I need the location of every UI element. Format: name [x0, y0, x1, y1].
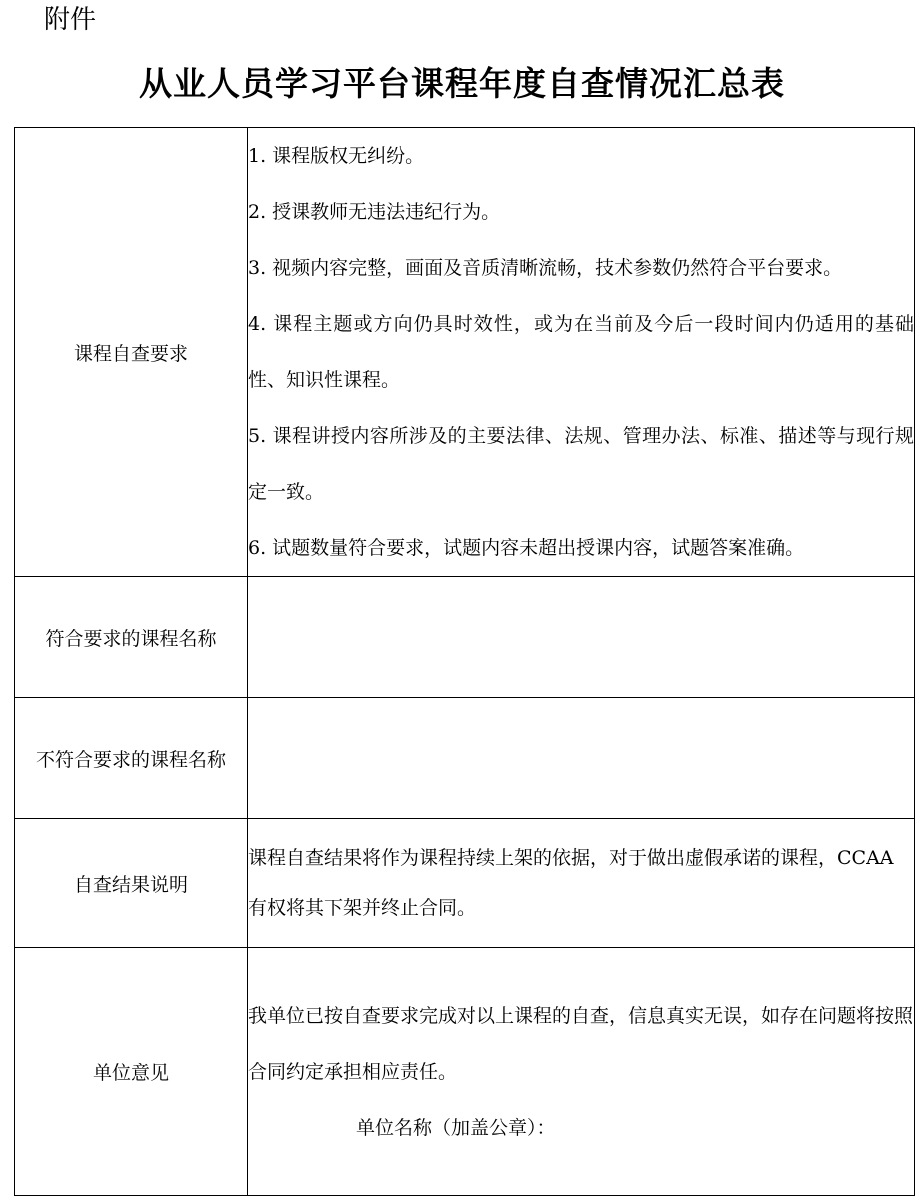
- result-note-cell: [248, 819, 915, 948]
- signature-label: 单位名称（加盖公章）：: [356, 1116, 556, 1139]
- compliant-value-field[interactable]: [248, 577, 915, 698]
- requirements-row: [15, 128, 915, 577]
- compliant-label: 符合要求的课程名称: [15, 577, 248, 698]
- page-title: 从业人员学习平台课程年度自查情况汇总表: [139, 64, 785, 103]
- self-check-summary-table: [14, 127, 915, 1196]
- requirement-item: 6. 试题数量符合要求，试题内容未超出授课内容，试题答案准确。: [248, 537, 805, 559]
- requirement-item: 2. 授课教师无违法违纪行为。: [248, 201, 501, 223]
- requirements-label: 课程自查要求: [15, 128, 248, 577]
- requirement-item: 1. 课程版权无纠纷。: [248, 145, 425, 167]
- compliant-row: [15, 577, 915, 698]
- result-note-text: 课程自查结果将作为课程持续上架的依据，对于做出虚假承诺的课程，CCAA 有权将其下架并终止合同。: [248, 847, 894, 919]
- requirement-item: 5. 课程讲授内容所涉及的主要法律、法规、管理办法、标准、描述等与现行规定一致。: [248, 425, 914, 503]
- noncompliant-value-field[interactable]: [248, 698, 915, 819]
- result-note-label: 自查结果说明: [15, 819, 248, 948]
- requirements-list: [248, 128, 915, 577]
- requirement-item: 4. 课程主题或方向仍具时效性，或为在当前及今后一段时间内仍适用的基础性、知识性课程。: [248, 313, 914, 391]
- attachment-label: 附件: [44, 5, 97, 35]
- requirement-item: 3. 视频内容完整，画面及音质清晰流畅，技术参数仍然符合平台要求。: [248, 257, 843, 279]
- opinion-cell: [248, 948, 915, 1196]
- noncompliant-row: [15, 698, 915, 819]
- opinion-row: [15, 948, 915, 1196]
- opinion-text: 我单位已按自查要求完成对以上课程的自查，信息真实无误，如存在问题将按照合同约定承担相应责任。: [248, 1004, 914, 1083]
- opinion-label: 单位意见: [15, 948, 248, 1196]
- noncompliant-label: 不符合要求的课程名称: [15, 698, 248, 819]
- result-note-row: [15, 819, 915, 948]
